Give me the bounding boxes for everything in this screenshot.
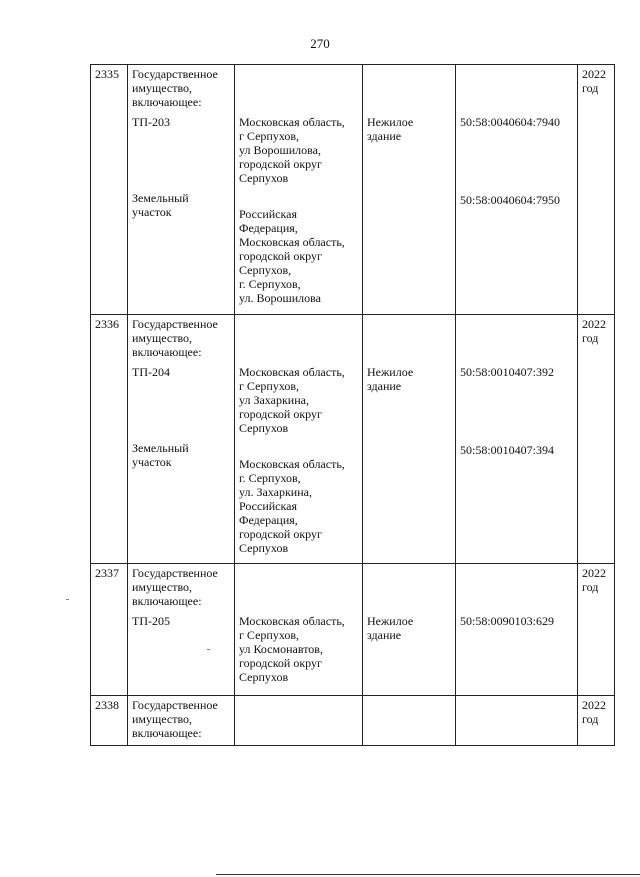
land-cadastre: 50:58:0040604:7950 (460, 193, 561, 207)
table-row (91, 564, 615, 696)
type-cell (363, 65, 456, 315)
name-cell (128, 315, 235, 564)
object-address: Московская область, г Серпухов, ул Ворошилова, городской округ Серпухов (239, 115, 345, 185)
land-name: Земельный участок (132, 191, 189, 219)
address-cell (235, 315, 363, 564)
cadastre-cell (456, 696, 578, 746)
year: 2022 год (582, 67, 606, 95)
land-cadastre: 50:58:0010407:394 (460, 443, 555, 457)
name-cell (128, 65, 235, 315)
cadastre-cell (456, 65, 578, 315)
type-cell (363, 696, 456, 746)
table-row (91, 65, 615, 315)
page-number: 270 (310, 36, 330, 51)
object-cadastre: 50:58:0040604:7940 (460, 115, 561, 129)
footer-rule (216, 874, 640, 875)
group-header: Государственное имущество, включающее: (132, 566, 218, 608)
object-type: Нежилое здание (367, 614, 414, 642)
row-number: 2337 (91, 564, 128, 696)
address-cell (235, 564, 363, 696)
row-number: 2335 (91, 65, 128, 315)
property-registry-table (90, 64, 615, 746)
type-cell (363, 564, 456, 696)
object-name: ТП-205 (132, 614, 170, 628)
year-cell (578, 65, 615, 315)
object-type: Нежилое здание (367, 115, 414, 143)
row-number: 2338 (91, 696, 128, 746)
address-cell (235, 696, 363, 746)
scan-speck (66, 599, 69, 600)
table-row (91, 696, 615, 746)
group-header: Государственное имущество, включающее: (132, 317, 218, 359)
object-type: Нежилое здание (367, 365, 414, 393)
year-cell (578, 315, 615, 564)
name-cell (128, 696, 235, 746)
type-cell (363, 315, 456, 564)
table-row (91, 315, 615, 564)
object-cadastre: 50:58:0090103:629 (460, 614, 555, 628)
object-name: ТП-204 (132, 365, 170, 379)
land-name: Земельный участок (132, 441, 189, 469)
row-number: 2336 (91, 315, 128, 564)
group-header: Государственное имущество, включающее: (132, 698, 218, 740)
group-header: Государственное имущество, включающее: (132, 67, 218, 109)
year: 2022 год (582, 566, 606, 594)
object-address: Московская область, г Серпухов, ул Захаркина, городской округ Серпухов (239, 365, 345, 435)
object-address: Московская область, г Серпухов, ул Космонавтов, городской округ Серпухов (239, 614, 345, 684)
land-address: Московская область, г. Серпухов, ул. Захаркина, Российская Федерация, городской округ Серпухов (239, 457, 345, 555)
land-address: Российская Федерация, Московская область, городской округ Серпухов, г. Серпухов, ул. Ворошилова (239, 207, 345, 305)
cadastre-cell (456, 315, 578, 564)
object-cadastre: 50:58:0010407:392 (460, 365, 555, 379)
address-cell (235, 65, 363, 315)
cadastre-cell (456, 564, 578, 696)
year-cell (578, 696, 615, 746)
object-name: ТП-203 (132, 115, 170, 129)
year-cell (578, 564, 615, 696)
scan-speck (207, 649, 210, 650)
name-cell (128, 564, 235, 696)
year: 2022 год (582, 698, 606, 726)
year: 2022 год (582, 317, 606, 345)
